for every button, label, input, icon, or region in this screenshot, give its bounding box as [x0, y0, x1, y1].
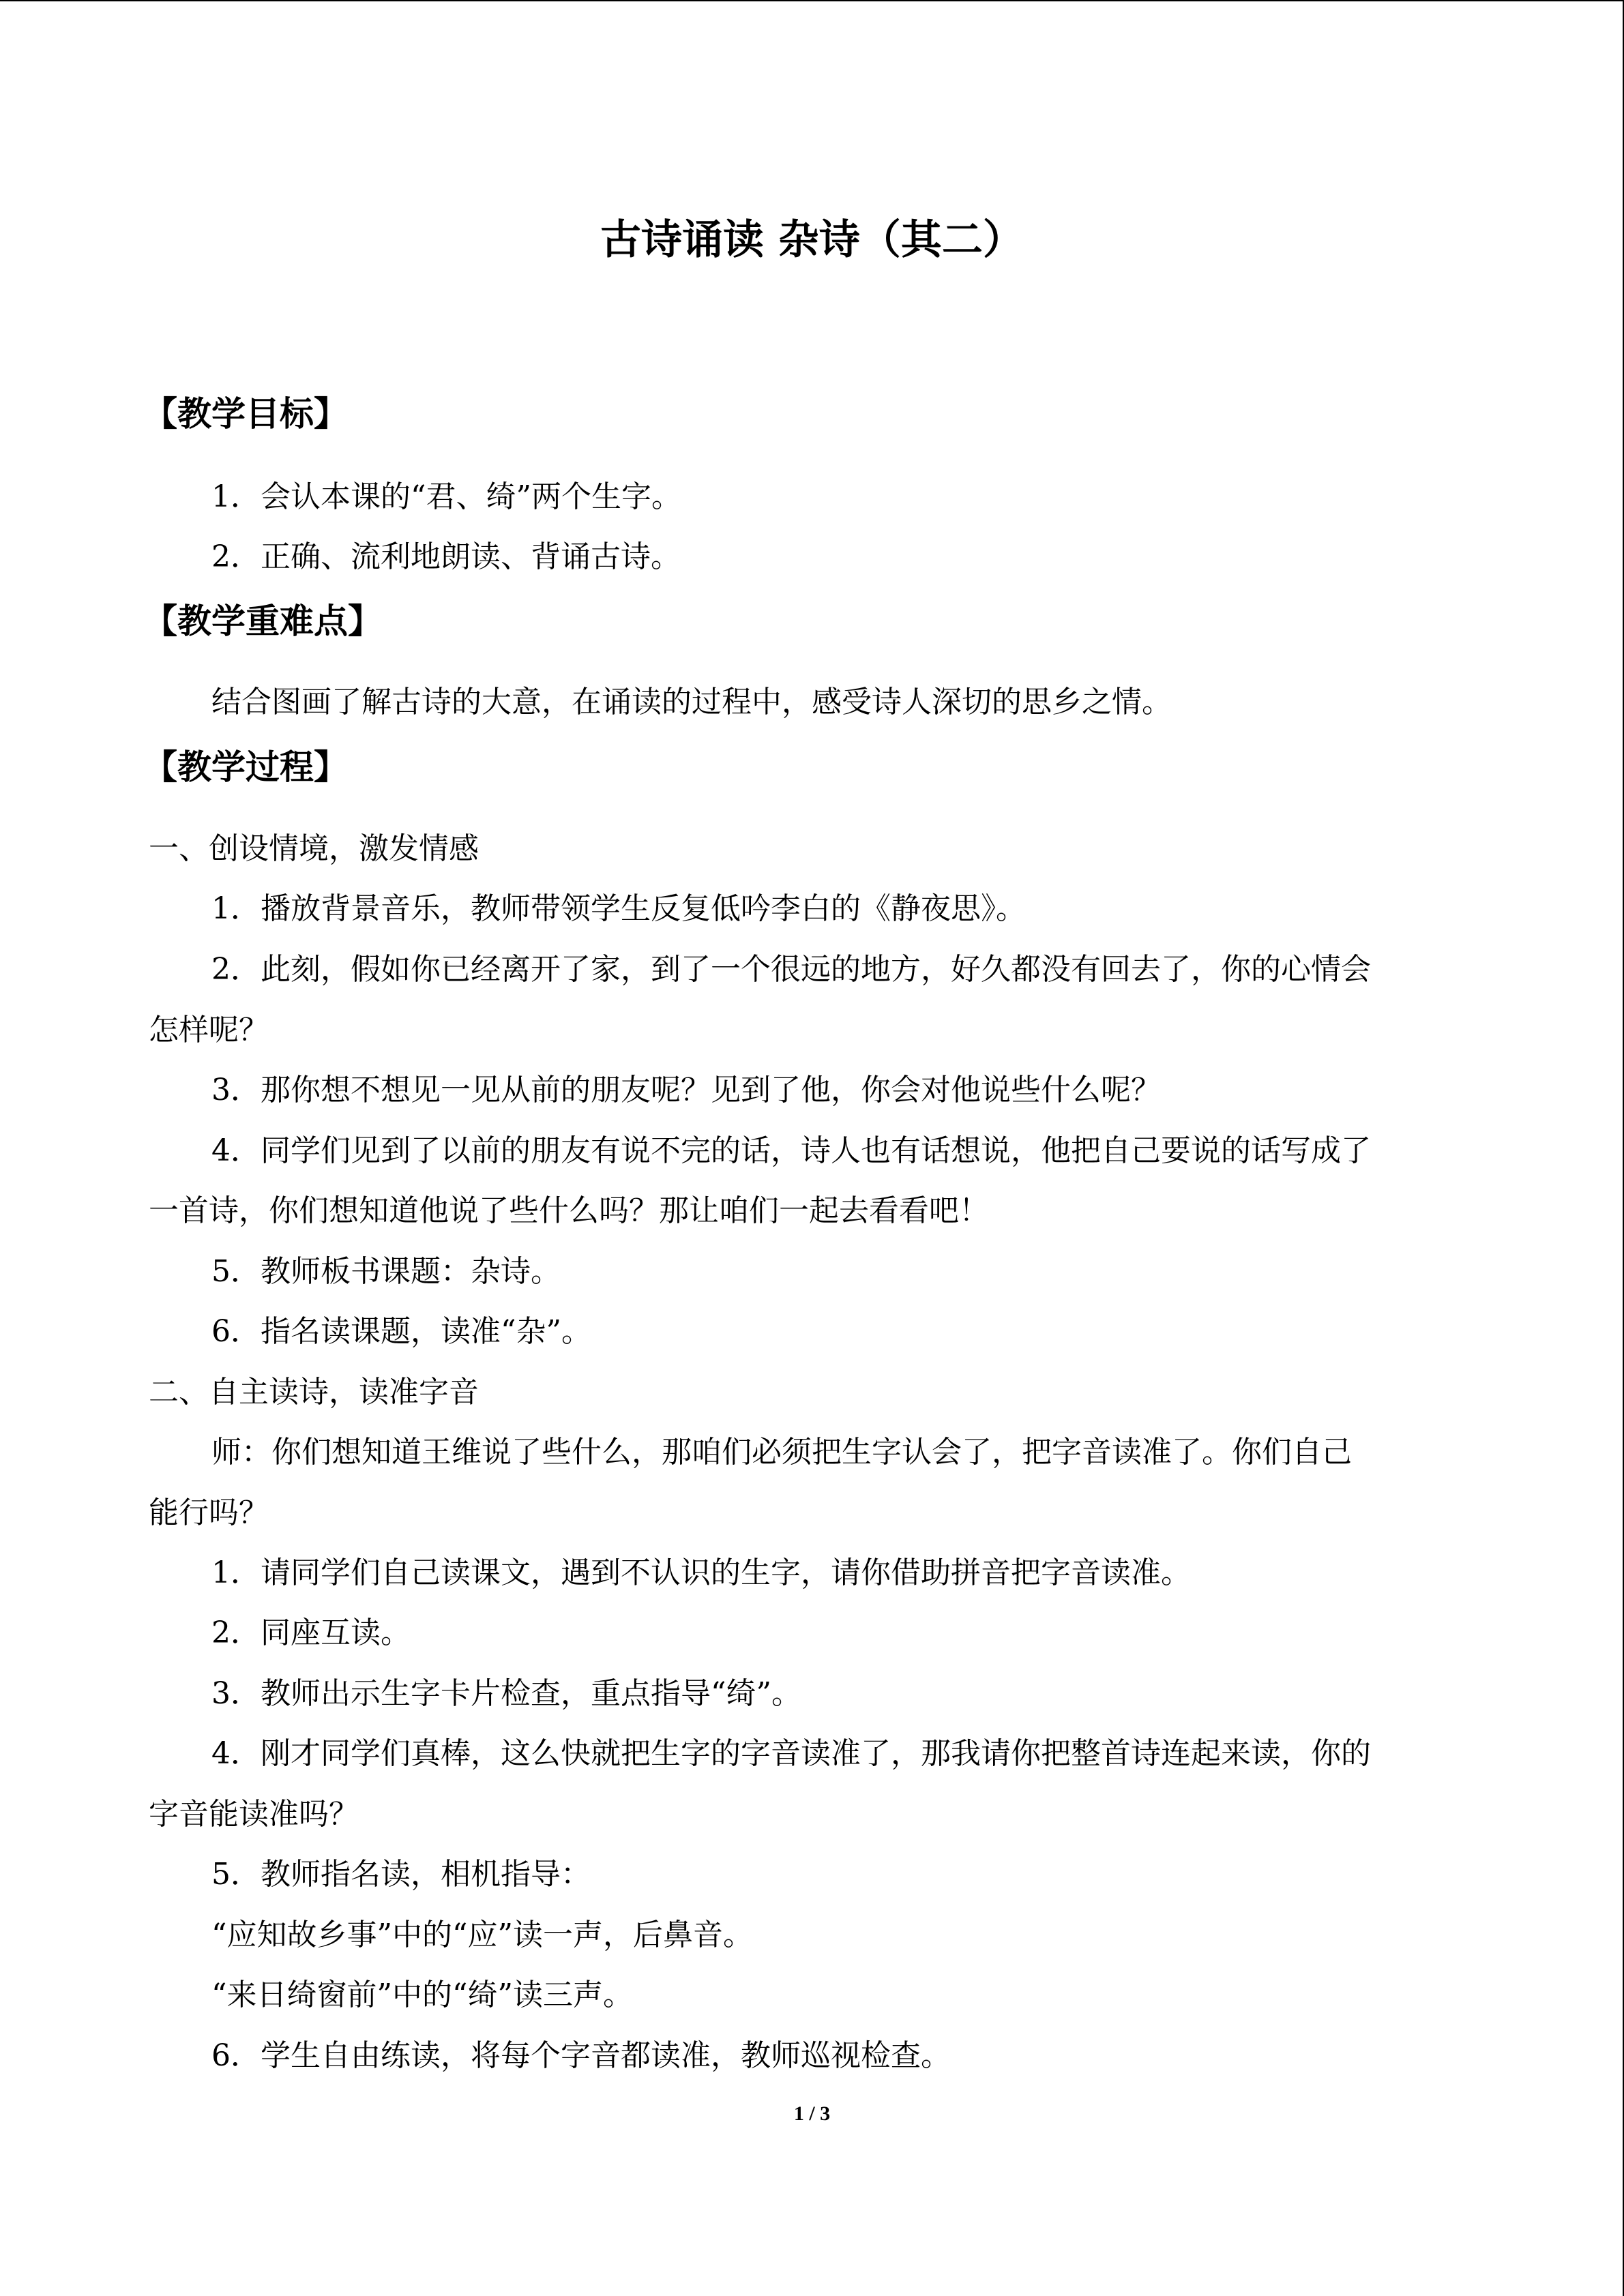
- heading-key-points: 【教学重难点】: [143, 601, 382, 641]
- part2-title: 二、自主读诗，读准字音: [149, 1375, 479, 1410]
- part1-item-4-line-2: 一首诗，你们想知道他说了些什么吗？那让咱们一起去看看吧！: [149, 1193, 989, 1228]
- part2-intro-line-2: 能行吗？: [149, 1495, 269, 1530]
- heading-teaching-process: 【教学过程】: [143, 747, 348, 787]
- part1-item-6: 6．指名读课题，读准“杂”。: [211, 1314, 591, 1349]
- key-points-text: 结合图画了解古诗的大意，在诵读的过程中，感受诗人深切的思乡之情。: [211, 685, 1172, 719]
- part2-item-2: 2．同座互读。: [211, 1615, 411, 1650]
- part1-item-3: 3．那你想不想见一见从前的朋友呢？见到了他，你会对他说些什么呢？: [211, 1073, 1161, 1107]
- part2-note-1: “应知故乡事”中的“应”读一声，后鼻音。: [211, 1918, 753, 1952]
- part1-item-2-line-1: 2．此刻，假如你已经离开了家，到了一个很远的地方，好久都没有回去了，你的心情会: [211, 952, 1371, 987]
- goal-item-2: 2．正确、流利地朗读、背诵古诗。: [211, 539, 681, 574]
- goal-item-1: 1．会认本课的“君、绮”两个生字。: [211, 479, 681, 514]
- part2-item-4-line-2: 字音能读准吗？: [149, 1797, 359, 1832]
- part1-item-4-line-1: 4．同学们见到了以前的朋友有说不完的话，诗人也有话想说，他把自己要说的话写成了: [211, 1133, 1371, 1168]
- page-number: 1 / 3: [793, 2102, 831, 2125]
- part2-item-1: 1．请同学们自己读课文，遇到不认识的生字，请你借助拼音把字音读准。: [211, 1555, 1191, 1590]
- part2-item-5: 5．教师指名读，相机指导：: [211, 1857, 591, 1892]
- heading-teaching-goals: 【教学目标】: [143, 394, 348, 434]
- part1-item-5: 5．教师板书课题：杂诗。: [211, 1254, 561, 1289]
- document-title: 古诗诵读 杂诗（其二）: [600, 216, 1024, 264]
- part1-title: 一、创设情境，激发情感: [149, 831, 479, 866]
- part2-item-6: 6．学生自由练读，将每个字音都读准，教师巡视检查。: [211, 2038, 951, 2073]
- part2-intro-line-1: 师：你们想知道王维说了些什么，那咱们必须把生字认会了，把字音读准了。你们自己: [211, 1435, 1352, 1470]
- part1-item-1: 1．播放背景音乐，教师带领学生反复低吟李白的《静夜思》。: [211, 891, 1026, 926]
- part1-item-2-line-2: 怎样呢？: [149, 1013, 269, 1047]
- part2-note-2: “来日绮窗前”中的“绮”读三声。: [211, 1978, 633, 2012]
- part2-item-4-line-1: 4．刚才同学们真棒，这么快就把生字的字音读准了，那我请你把整首诗连起来读，你的: [211, 1736, 1371, 1771]
- part2-item-3: 3．教师出示生字卡片检查，重点指导“绮”。: [211, 1676, 801, 1711]
